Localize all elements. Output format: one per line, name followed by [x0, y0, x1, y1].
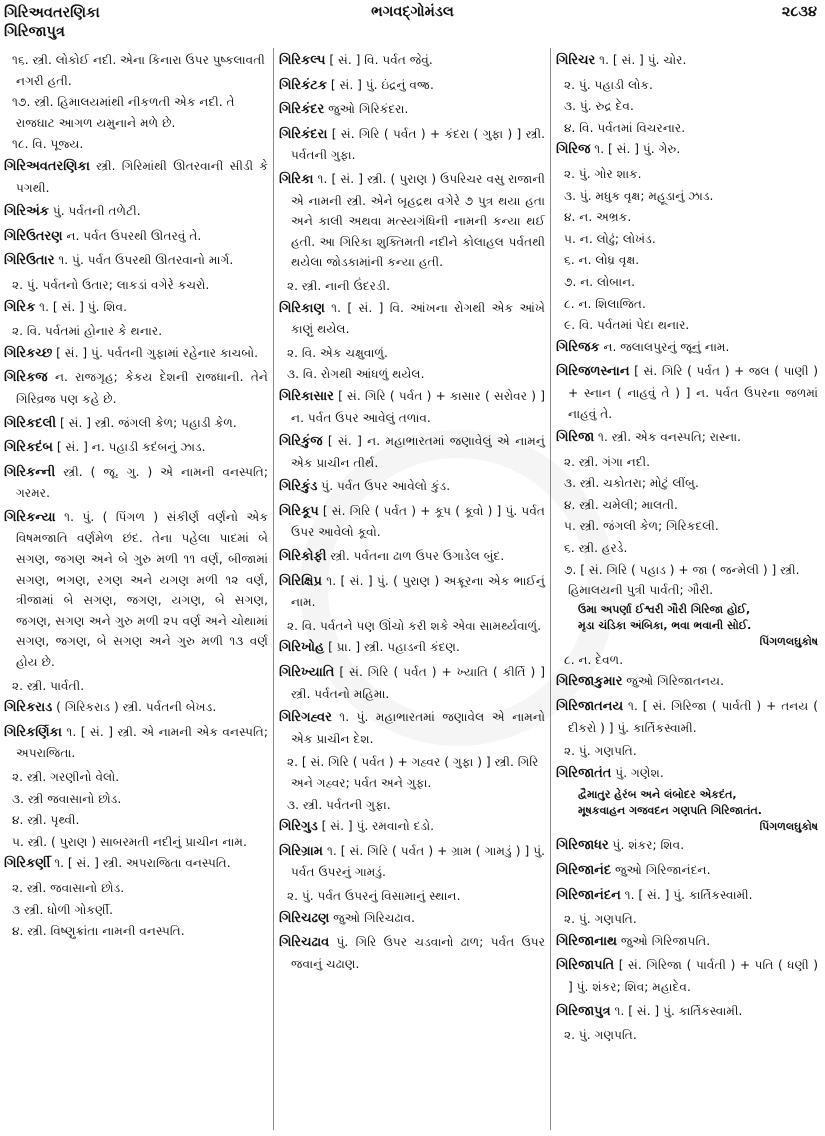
headword: ગિરિકરાડ	[4, 700, 53, 716]
entry-sense	[4, 921, 268, 942]
definition-text: ૨. વિ. પર્વતને પણ ઊંચો કરી શકે એવા સામર્થ્યવાળું.	[287, 618, 542, 633]
entry-sense	[556, 294, 818, 315]
entry-sense	[556, 96, 818, 117]
headword: ગિરિજાનાથ	[556, 933, 617, 949]
headword: ગિરિકન્ની	[4, 464, 56, 480]
headword: ગિરિચઢણ	[279, 910, 330, 926]
definition-text: જુઓ ગિરિકંદરા.	[324, 102, 409, 117]
headword: ગિરિજ	[556, 142, 591, 158]
definition-text: ૧. [ સં. ] વિ. આંખના રોગથી એક આંખે કાણું થયેલ.	[291, 300, 545, 337]
definition-text: ૨. સ્ત્રી. નાની ઉંદરડી.	[287, 278, 391, 293]
entry-sense	[556, 538, 818, 559]
entry-sense	[279, 886, 545, 907]
entry-sense	[556, 207, 818, 228]
headword: ગિરિકદંબ	[4, 440, 53, 456]
definition-text: ૧. [ સં. ] પું. કાર્તિકસ્વામી.	[610, 1003, 743, 1018]
headword: ગિરિજાધર	[556, 838, 609, 854]
dictionary-entry	[4, 697, 268, 719]
entry-sense	[4, 321, 268, 342]
definition-text: જુઓ ગિરિજાતનય.	[622, 674, 724, 689]
definition-text: [ સં. ગિરિ ( પર્વત ) + કંદરા ( ગુફા ) ] સ્ત્રી. પર્વતની ગુફા.	[291, 126, 545, 163]
definition-text: ૧. [ સં. ] સ્ત્રી. એ નામની એક વનસ્પતિ; અપરાજિતા.	[16, 724, 268, 761]
entry-sense	[4, 767, 268, 788]
definition-text: ૬. ન. લોધ્ર વૃક્ષ.	[564, 253, 640, 268]
definition-text: ૩. સ્ત્રી જવાસાનો છોડ.	[12, 791, 122, 806]
headword: ગિરિકંદરા	[279, 126, 328, 142]
definition-text: ન. પર્વત ઉપરથી ઊતરવું તે.	[62, 228, 202, 243]
dictionary-entry	[279, 932, 545, 974]
definition-text: પું. ગણેશ.	[611, 765, 664, 780]
entry-sense	[279, 795, 545, 816]
entry-sense	[556, 164, 818, 185]
definition-text: ન. રાજગૃહ; કેકય દેશની રાજધાની. તેને ગિરિવ્રજ પણ કહે છે.	[16, 370, 268, 406]
definition-text: ૧. પું. ( પિંગળ ) સંકીર્ણ વર્ણનો એક વિષમજાતિ વર્ણમેળ છંદ. તેના પહેલા પાદમાં બે સગણ, જગણ અને બે ગુરુ મળી ૧૧ વર્ણ, બીજામાં સગણ, ભગણ, રગણ અને યગણ મળી ૧૨ વર્ણ, ત્રીજામાં બે સગણ, જગણ, યગણ, બે સગણ, જગણ, સગણ અને ગુરુ મળી ૨૫ વર્ણ અને ચોથામાં સગણ, જગણ, બે સગણ અને ગુરુ મળી ૧૩ વર્ણ હોય છે.	[16, 509, 268, 670]
dictionary-entry	[4, 201, 268, 223]
entry-sense	[556, 186, 818, 207]
definition-text: ( ગિરિકરાડ ) સ્ત્રી. પર્વતની બેખડ.	[52, 700, 217, 715]
definition-text: ૧૭. સ્ત્રી. હિમાલયમાંથી નીકળતી એક નદી. તે રાજઘાટ આગળ યમુનાને મળે છે.	[12, 95, 235, 130]
column-divider	[273, 48, 274, 1130]
dictionary-entry	[279, 841, 545, 883]
dictionary-entry	[279, 908, 545, 930]
definition-text: [ સં. ગિરિ ( પર્વત ) + કૂપ ( કૂવો ) ] પું. પર્વત ઉપર આવેલો કૂવો.	[291, 503, 545, 540]
headword: ગિરિક્ષિપ્ર	[279, 573, 322, 589]
headword: ગિરિકજ	[4, 370, 48, 386]
definition-text: ૨. પું. ગોર શાક.	[564, 166, 642, 181]
definition-text: ૮. ન. શિલાજિત.	[564, 296, 646, 311]
definition-text: ૩ સ્ત્રી. ધોળી ગોકર્ણી.	[12, 902, 113, 917]
entry-sense	[4, 832, 268, 853]
dictionary-entry	[556, 1001, 818, 1023]
dictionary-entry	[279, 386, 545, 428]
definition-text: સ્ત્રી. પર્વતના ઢાળ ઉપર ઉગાડેલ બુંદ.	[326, 549, 505, 564]
entry-sense	[279, 276, 545, 297]
dictionary-entry	[279, 50, 545, 72]
definition-text: ૨. સ્ત્રી. ગંગા નદી.	[564, 454, 651, 469]
headword: ગિરિઅવતરણિકા	[4, 158, 90, 174]
entry-sense	[556, 452, 818, 473]
book-title: ભગવદ્ગોમંડલ	[371, 4, 454, 20]
definition-text: ૨. સ્ત્રી. પાર્વતી.	[12, 678, 85, 693]
headword: ગિરિખોહ	[279, 640, 325, 656]
headword: ગિરિજાપતિ	[556, 958, 615, 974]
entry-sense	[4, 134, 268, 155]
definition-text: [ સં. ] પું. રમવાનો દડો.	[317, 819, 435, 834]
quote-source: પિંગળલઘુકોષ	[759, 820, 818, 834]
headword: ગિરિજાતનય	[556, 699, 624, 715]
quote-verse-line: ઉમા અપર્ણા ઈશ્વરી ગૌરી ગિરિજા હોઈ,	[578, 602, 751, 616]
column-2	[279, 50, 545, 1132]
headword: ગિરિકંટક	[279, 77, 328, 93]
dictionary-entry	[556, 361, 818, 424]
entry-sense	[4, 92, 268, 133]
entry-sense	[556, 560, 818, 601]
definition-text: [ સં. ] પું. પર્વતની ગુફામાં રહેનાર કાચબો.	[52, 345, 259, 360]
quote-verse-line: મૃડા ચંડિકા અંબિકા, ભવા ભવાની સોઈ.	[578, 618, 752, 632]
dictionary-entry	[556, 696, 818, 738]
dictionary-entry	[556, 885, 818, 907]
definition-text: ૧. [ સં. ] સ્ત્રી. અપરાજિતા વનસ્પતિ.	[50, 856, 231, 871]
guide-word-first: ગિરિઅવતરણિકા	[4, 5, 100, 21]
dictionary-entry	[556, 139, 818, 161]
definition-text: ૨. પું. પર્વત ઉપરનું વિસામાનું સ્થાન.	[287, 888, 461, 903]
dictionary-entry	[279, 707, 545, 749]
entry-sense	[556, 787, 818, 835]
headword: ગિરિઉતાર	[4, 253, 55, 269]
headword: ગિરિજા	[556, 430, 595, 446]
dictionary-entry	[279, 298, 545, 340]
dictionary-entry	[279, 124, 545, 166]
definition-text: ૪. ન. અભ્રક.	[564, 210, 632, 225]
dictionary-entry	[279, 662, 545, 704]
definition-text: પું. પર્વતની તળેટી.	[48, 204, 141, 219]
dictionary-entry	[4, 722, 268, 764]
definition-text: ૧૬. સ્ત્રી. લોકોઈ નદી. એના કિનારા ઉપર પુષ્કલાવતી નગરી હતી.	[12, 53, 265, 88]
headword: ગિરિજાનંદ	[556, 863, 612, 878]
headword: ગિરિગુડ	[279, 819, 318, 835]
entry-sense	[279, 616, 545, 637]
definition-text: ૩. સ્ત્રી. પર્વતની ગુફા.	[287, 797, 391, 812]
definition-text: ૧. [ સં. ] પું. શિવ.	[35, 299, 128, 314]
definition-text: ૭. ન. લોબાન.	[564, 274, 636, 289]
headword: ગિરિઅંક	[4, 204, 49, 220]
entry-sense	[4, 676, 268, 697]
headword: ગિરિકલ્પ	[279, 53, 326, 68]
definition-text: ન. જલાલપુરનું જૂનું નામ.	[599, 339, 730, 354]
dictionary-entry	[556, 835, 818, 857]
definition-text: ૨. પું. ગણપતિ.	[564, 912, 637, 927]
definition-text: [ સં. ગિરિજા ( પાર્વતી ) + પતિ ( ધણી ) ] પું. શંકર; શિવ; મહાદેવ.	[568, 958, 818, 994]
dictionary-entry	[4, 250, 268, 272]
dictionary-entry	[4, 437, 268, 459]
dictionary-entry	[279, 501, 545, 543]
definition-text: [ સં. ] વિ. પર્વત જેવું.	[325, 53, 433, 67]
definition-text: પું. પર્વત ઉપર આવેલો કુંડ.	[317, 479, 451, 494]
definition-text: ૩. સ્ત્રી. ચકોતરા; મોટું લીંબુ.	[564, 476, 699, 491]
entry-sense	[4, 789, 268, 810]
definition-text: [ સં. ગિરિ ( પર્વત ) + જલ ( પાણી ) + સ્નાન ( નાહવું તે ) ] ન. પર્વત ઉપરના જળમાં નાહવું તે.	[568, 364, 818, 421]
entry-sense	[556, 250, 818, 271]
entry-sense	[279, 343, 545, 364]
definition-text: પું. શંકર; શિવ.	[608, 838, 685, 853]
definition-text: સ્ત્રી. ( જૂ. ગુ. ) એ નામની વનસ્પતિ; ગરમર.	[16, 464, 268, 501]
dictionary-entry	[4, 853, 268, 875]
entry-sense	[556, 909, 818, 930]
definition-text: ૨. વિ. એક ચક્ષુવાળું.	[287, 345, 388, 360]
definition-text: ૧. [ સં. ] પું. ( પુરાણ ) અક્રૂરના એક ભાઈનું નામ.	[291, 573, 545, 610]
definition-text: ૧. [ સં. ગિરિજા ( પાર્વતી ) + તનય ( દીકરો ) ] પું. કાર્તિકસ્વામી.	[568, 699, 818, 735]
dictionary-entry	[4, 297, 268, 319]
headword: ગિરિકાસાર	[279, 388, 334, 404]
headword: ગિરિચર	[556, 53, 596, 68]
entry-sense	[4, 275, 268, 296]
headword: ગિરિકંદર	[279, 102, 325, 118]
dictionary-entry	[4, 156, 268, 198]
entry-sense	[556, 75, 818, 96]
headword: ગિરિચઢાવ	[279, 935, 330, 951]
definition-text: ૨. પું. ગણપતિ.	[564, 744, 637, 759]
definition-text: [ સં. ] પું. ઇંદ્રનું વજ્ર.	[327, 77, 434, 92]
column-divider	[550, 48, 551, 1130]
headword: ગિરિજાપુત્ર	[556, 1003, 611, 1019]
entry-sense	[4, 50, 268, 91]
headword: ગિરિજળસ્નાન	[556, 364, 630, 380]
definition-text: ૨. વિ. પર્વતમાં હોનાર કે થનાર.	[12, 324, 163, 339]
definition-text: ૫. સ્ત્રી. ( પુરાણ ) સાબરમતી નદીનું પ્રાચીન નામ.	[12, 834, 247, 849]
entry-sense	[556, 229, 818, 250]
definition-text: ૪. સ્ત્રી. ચમેલી; માલતી.	[564, 497, 678, 512]
definition-text: ૫. ન. લોઢું; લોખંડ.	[564, 231, 656, 246]
headword: ગિરિકચ્છ	[4, 345, 53, 361]
definition-text: પું. ગિરિ ઉપર ચડવાનો ઢાળ; પર્વત ઉપર જવાનું ચઢાણ.	[291, 935, 545, 971]
dictionary-entry	[4, 413, 268, 435]
column-3	[556, 50, 818, 1132]
definition-text: ૫. સ્ત્રી. જંગલી કેળ; ગિરિકદલી.	[564, 519, 719, 534]
headword: ગિરિકોફી	[279, 549, 327, 565]
definition-text: ૪. સ્ત્રી. વિષ્ણુક્રાંતા નામની વનસ્પતિ.	[12, 924, 185, 939]
entry-sense	[279, 752, 545, 793]
definition-text: ૩. પું. રુદ્ર દેવ.	[564, 99, 634, 114]
definition-text: ૧. [ સં. ] પું. કાર્તિકસ્વામી.	[620, 887, 753, 902]
headword: ગિરિજાનંદન	[556, 887, 621, 903]
definition-text: [ સં. ] ન. મહાભારતમાં જણાવેલું એ નામનું એક પ્રાચીન તીર્થ.	[291, 434, 545, 470]
dictionary-entry	[279, 169, 545, 273]
entry-sense	[556, 473, 818, 494]
headword: ગિરિકર્ણી	[4, 856, 51, 872]
definition-text: ૮. ન. દેવળ.	[564, 652, 624, 667]
headword: ગિરિકા	[279, 171, 314, 187]
definition-text: સ્ત્રી. ગિરિમાંથી ઊતરવાની સીડી કે પગથી.	[16, 158, 268, 195]
quote-source: પિંગળલઘુકોષ	[759, 634, 818, 648]
dictionary-entry	[556, 671, 818, 693]
dictionary-entry	[4, 226, 268, 248]
dictionary-entry	[4, 507, 268, 673]
headword: ગિરિગહ્વર	[279, 710, 332, 726]
headword: ગિરિજાતંત	[556, 765, 612, 781]
definition-text: ૩. વિ. રોગથી આંધળું થયેલ.	[287, 367, 425, 382]
entry-sense	[279, 364, 545, 385]
definition-text: ૨. સ્ત્રી. જવાસાનો છોડ.	[12, 880, 125, 895]
headword: ગિરિકુંડ	[279, 479, 318, 495]
definition-text: જુઓ ગિરિજાનંદન.	[611, 863, 711, 877]
quote-verse-line: દ્વૈમાતુર હેરંબ અને લંબોદર એકદંત,	[578, 788, 737, 802]
dictionary-entry	[556, 337, 818, 359]
dictionary-entry	[4, 367, 268, 409]
dictionary-entry	[279, 431, 545, 473]
dictionary-entry	[279, 546, 545, 568]
entry-sense	[556, 272, 818, 293]
entry-sense	[556, 650, 818, 671]
definition-text: [ સં. ગિરિ ( પર્વત ) + ખ્યાતિ ( કીર્તિ ) ] સ્ત્રી. પર્વતનો મહિમા.	[291, 665, 545, 701]
headword: ગિરિકુંજ	[279, 434, 323, 450]
entry-sense	[4, 810, 268, 831]
dictionary-entry	[279, 476, 545, 498]
entry-sense	[4, 900, 268, 921]
definition-text: ૨. સ્ત્રી. ગરણીનો વેલો.	[12, 770, 120, 784]
definition-text: ૪. વિ. પર્વતમાં વિચરનાર.	[564, 120, 686, 135]
dictionary-entry	[556, 931, 818, 953]
page-number: ૨૮૩૪	[781, 4, 817, 20]
entry-sense	[556, 741, 818, 762]
entry-sense	[556, 495, 818, 516]
dictionary-entry	[556, 955, 818, 997]
dictionary-entry	[279, 99, 545, 121]
headword: ગિરિજક	[556, 339, 600, 355]
definition-text: [ પ્રા. ] સ્ત્રી. પહાડની કંદણ.	[324, 640, 460, 655]
definition-text: ૧૮. વિ. પૂજ્ય.	[12, 137, 84, 152]
definition-text: ૧. [ સં. ] પું. ગેરુ.	[590, 142, 681, 157]
dictionary-entry	[556, 860, 818, 882]
entry-sense	[556, 315, 818, 336]
definition-text: જુઓ ગિરિચઢાવ.	[329, 910, 416, 925]
definition-text: [ સં. ] સ્ત્રી. જંગલી કેળ; પહાડી કેળ.	[56, 415, 237, 430]
definition-text: ૧. પું. પર્વત ઉપરથી ઊતરવાનો માર્ગ.	[54, 253, 234, 268]
definition-text: ૧. સ્ત્રી. એક વનસ્પતિ; રાસ્ના.	[594, 430, 742, 445]
dictionary-entry	[279, 637, 545, 659]
headword: ગિરિકૂપ	[279, 503, 319, 519]
definition-text: ૯. વિ. પર્વતમાં પેદા થનાર.	[564, 318, 690, 333]
headword: ગિરિકદલી	[4, 415, 57, 431]
definition-text: ૬. સ્ત્રી. હરડે.	[564, 541, 628, 556]
dictionary-entry	[279, 571, 545, 613]
dictionary-entry	[279, 75, 545, 97]
dictionary-entry	[279, 816, 545, 838]
column-1	[4, 50, 268, 1132]
headword: ગિરિકાણ	[279, 300, 325, 316]
headword: ગિરિજાકુમાર	[556, 674, 623, 690]
guide-word-last: ગિરિજાપુત્ર	[4, 24, 65, 40]
headword: ગિરિખ્યાતિ	[279, 665, 335, 681]
entry-sense	[556, 516, 818, 537]
headword: ગિરિકર્ણિકા	[4, 724, 62, 740]
headword: ગિરિકન્યા	[4, 509, 56, 525]
definition-text: ૭. [ સં. ગિરિ ( પહાડ ) + જા ( જન્મેલી ) ] સ્ત્રી. હિમાલયની પુત્રી પાર્વતી; ગૌરી.	[564, 562, 800, 598]
definition-text: ૧. [ સં. ] સ્ત્રી. ( પુરાણ ) ઉપરિચર વસુ રાજાની એ નામની સ્ત્રી. એને બૃહદ્રથ વગેરે ૭ પુત્ર થયા હતા અને કાલી અથવા મત્સ્યગંધિની નામની કન્યા થઈ હતી. આ ગિરિકા શુક્તિમતી નદીને કોલાહલ પર્વતથી થયેલા જોડકામાંની કન્યા હતી.	[291, 171, 545, 270]
headword: ગિરિગ્રામ	[279, 843, 323, 859]
quote-verse-line: મૂષકવાહન ગજવદન ગણપતિ ગિરિજાતંત.	[578, 804, 762, 818]
dictionary-entry	[4, 343, 268, 365]
definition-text: ૧. [ સં. ] પું. ચોર.	[595, 53, 687, 67]
dictionary-entry	[556, 427, 818, 449]
entry-sense	[556, 1025, 818, 1046]
definition-text: [ સં. ગિરિ ( પર્વત ) + કાસાર ( સરોવર ) ] ન. પર્વત ઉપર આવેલું તળાવ.	[291, 388, 545, 425]
definition-text: ૪. સ્ત્રી. પૃથ્વી.	[12, 813, 80, 828]
dictionary-entry	[556, 50, 818, 72]
definition-text: ૨. પું. પર્વતનો ઉતાર; લાકડાં વગેરે કચરો.	[12, 277, 210, 292]
definition-text: ૧. [ સં. ગિરિ ( પર્વત ) + ગ્રામ ( ગામડું ) ] પું. પર્વત ઉપરનું ગામડું.	[291, 843, 545, 880]
dictionary-entry	[4, 462, 268, 504]
headword: ગિરિક	[4, 299, 36, 315]
page-header	[0, 0, 825, 52]
entry-sense	[4, 878, 268, 899]
definition-text: ૨. [ સં. ગિરિ ( પર્વત ) + ગહ્વર ( ગુફા ) ] સ્ત્રી. ગિરિ અને ગહ્વર; પર્વત અને ગુફા.	[287, 755, 539, 790]
entry-sense	[556, 602, 818, 650]
definition-text: જુઓ ગિરિજાપતિ.	[617, 933, 711, 948]
definition-text: [ સં. ] ન. પહાડી કદંબનું ઝાડ.	[52, 440, 206, 455]
entry-sense	[556, 118, 818, 139]
definition-text: ૩. પું. મધુક વૃક્ષ; મહૂડાનું ઝાડ.	[564, 188, 714, 203]
headword: ગિરિઉતરણ	[4, 228, 63, 244]
definition-text: ૨. પું. પહાડી લોક.	[564, 77, 653, 92]
definition-text: ૧. પું. મહાભારતમાં જણાવેલ એ નામનો એક પ્રાચીન દેશ.	[291, 710, 545, 746]
dictionary-entry	[556, 763, 818, 785]
definition-text: ૨. પું. ગણપતિ.	[564, 1028, 637, 1043]
